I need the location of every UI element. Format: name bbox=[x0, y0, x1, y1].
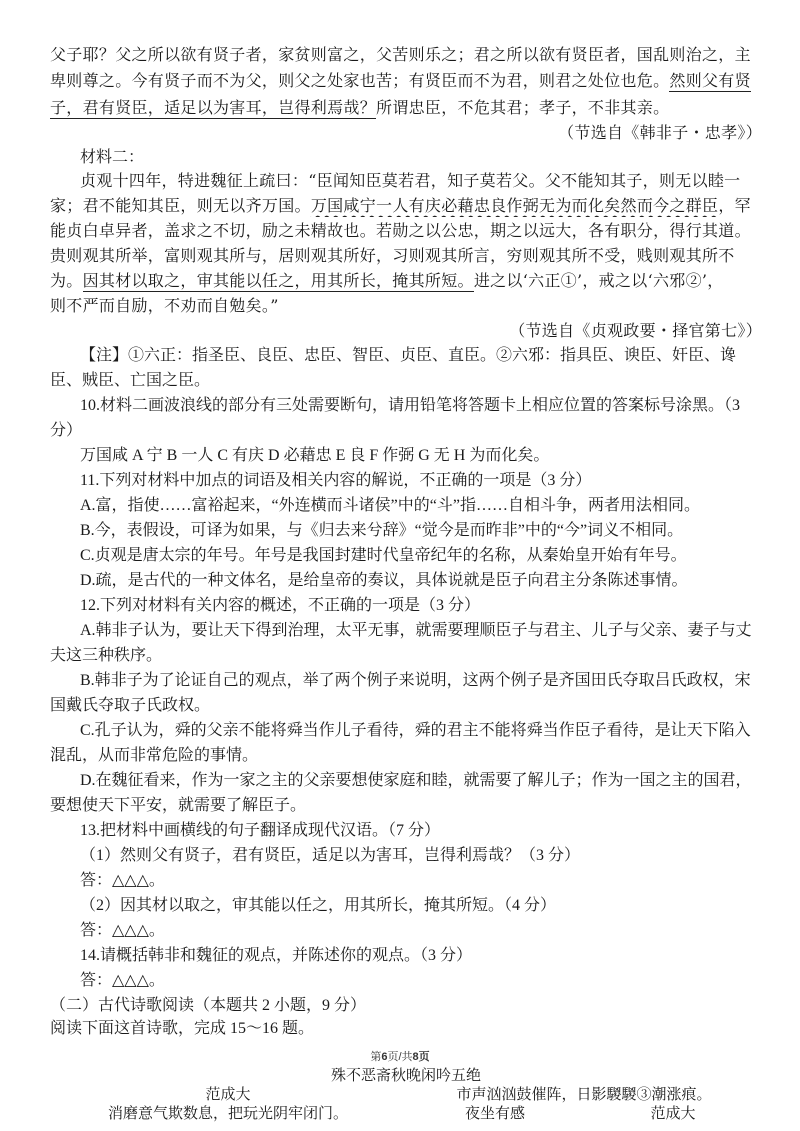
material2-source: （节选自《贞观政要・择官第七》） bbox=[509, 321, 762, 340]
footer-mid: 页/共 bbox=[387, 1051, 413, 1063]
q12-option-a-cont: 夫这三种秩序。 bbox=[50, 647, 163, 664]
q13-answer1: 答：△△△。 bbox=[80, 872, 165, 889]
material1-underlined-sentence-end: 子，君有贤臣，适足以为害耳，岂得利焉哉？ bbox=[50, 98, 377, 117]
q12-option-d: D.在魏征看来，作为一家之主的父亲要想使家庭和睦，就需要了解儿子；作为一国之主的国君， bbox=[80, 772, 752, 789]
note-line2: 臣、贼臣、亡国之臣。 bbox=[50, 372, 211, 389]
footer-page-number: 6 bbox=[381, 1051, 388, 1063]
q12-option-c: C.孔子认为，舜的父亲不能将舜当作儿子看待，舜的君主不能将舜当作臣子看待，是让天下陷入 bbox=[80, 722, 751, 739]
q12-option-c-cont: 混乱，从而非常危险的事情。 bbox=[50, 747, 259, 764]
q10-stem-cont: 分） bbox=[50, 422, 83, 439]
q14-answer: 答：△△△。 bbox=[80, 972, 165, 989]
material2-line1: 贞观十四年，特进魏征上疏曰：“臣闻知臣莫若君，知子莫若父。父不能知其子，则无以睦一 bbox=[80, 171, 741, 190]
q10-options: 万国咸 A 宁 B 一人 C 有庆 D 必藉忠 E 良 F 作弼 G 无 H 为而化矣。 bbox=[80, 447, 550, 464]
q11-option-a: A.富，指使……富裕起来，“外连横而斗诸侯”中的“斗”指……自相斗争，两者用法相同。 bbox=[80, 497, 700, 514]
q12-option-d-cont: 要想使天下平安，就需要了解臣子。 bbox=[50, 797, 307, 814]
section2-title: （二）古代诗歌阅读（本题共 2 小题，9 分） bbox=[50, 997, 367, 1014]
material2-line2 bbox=[50, 195, 762, 217]
material2-wavy-passage: 万国咸宁一人有庆必藉忠良作弼无为而化矣然而今之群臣 bbox=[310, 196, 719, 215]
material2-underlined-sentence: 因其材以取之，审其能以任之，用其所长，掩其所短。 bbox=[82, 271, 474, 290]
material2-line2-b: ，罕 bbox=[718, 196, 751, 215]
material2-line6: 则不严而自励，不劝而自勉矣。” bbox=[50, 296, 279, 315]
material2-line4: 贵则观其所举，富则观其所与，居则观其所好，习则观其所言，穷则观其所不受，贱则观其所不 bbox=[50, 246, 735, 265]
material2-line2-a: 家；君不能知其臣，则无以齐万国。 bbox=[50, 196, 311, 215]
poem1-title: 殊不恶斋秋晚闲吟五绝 bbox=[330, 1066, 481, 1084]
footer-suffix: 页 bbox=[418, 1051, 430, 1063]
page-footer bbox=[0, 1048, 800, 1064]
material2-line3: 能贞白卓异者，盖求之不切，励之未精故也。若勋之以公忠，期之以远大，各有职分，得行其道。 bbox=[50, 221, 751, 240]
material1-line2-text: 卑则尊之。今有贤子而不为父，则父之处家也苦；有贤臣而不为君，则君之处位也危。 bbox=[50, 71, 670, 90]
poem1-block bbox=[50, 1066, 762, 1085]
q12-option-b-cont: 国戴氏夺取子氏政权。 bbox=[50, 697, 211, 714]
poem2-title: 夜坐有感 bbox=[464, 1104, 525, 1122]
material1-source: （节选自《韩非子・忠孝》） bbox=[558, 123, 762, 142]
material1-line3-text: 所谓忠臣，不危其君；孝子，不非其亲。 bbox=[376, 98, 670, 117]
material2-line5-b: 进之以‘六正①’，戒之以‘六邪②’， bbox=[473, 271, 724, 290]
poem2-author: 范成大 bbox=[650, 1104, 696, 1122]
q11-option-b: B.今，表假设，可译为如果，与《归去来兮辞》“觉今是而昨非”中的“今”词义不相同。 bbox=[80, 522, 684, 539]
q12-option-b: B.韩非子为了论证自己的观点，举了两个例子来说明，这两个例子是齐国田氏夺取吕氏政权，宋 bbox=[80, 672, 751, 689]
note-line1: 【注】①六正：指圣臣、良臣、忠臣、智臣、贞臣、直臣。②六邪：指具臣、谀臣、奸臣、谗 bbox=[80, 347, 737, 364]
footer-total-pages: 8 bbox=[412, 1051, 419, 1063]
q11-option-c: C.贞观是唐太宗的年号。年号是我国封建时代皇帝纪年的名称，从秦始皇开始有年号。 bbox=[80, 547, 687, 564]
poem1-line1: 市声汹汹鼓催阵，日影騣騣③潮涨痕。 bbox=[456, 1085, 712, 1103]
material1-line2 bbox=[50, 70, 762, 92]
q13-sub2: （2）因其材以取之，审其能以任之，用其所长，掩其所短。（4 分） bbox=[80, 897, 557, 914]
material1-underlined-sentence-start: 然则父有贤 bbox=[669, 71, 751, 90]
q14-stem: 14.请概括韩非和魏征的观点，并陈述你的观点。（3 分） bbox=[80, 947, 473, 964]
footer-prefix: 第 bbox=[370, 1051, 382, 1063]
section2-intro: 阅读下面这首诗歌，完成 15～16 题。 bbox=[50, 1020, 315, 1037]
material2-line5-a: 为。 bbox=[50, 271, 83, 290]
material2-label: 材料二： bbox=[80, 147, 145, 166]
poem1-line2: 消磨意气欺数息，把玩光阴牢闭门。 bbox=[107, 1104, 348, 1122]
material1-line1: 父子耶？父之所以欲有贤子者，家贫则富之，父苦则乐之；君之所以欲有贤臣者，国乱则治之，主 bbox=[50, 45, 751, 64]
q13-stem: 13.把材料中画横线的句子翻译成现代汉语。（7 分） bbox=[80, 822, 441, 839]
q12-stem: 12.下列对材料有关内容的概述，不正确的一项是（3 分） bbox=[80, 597, 481, 614]
material2-line5 bbox=[50, 270, 762, 292]
poem1-author: 范成大 bbox=[205, 1085, 251, 1103]
q13-answer2: 答：△△△。 bbox=[80, 922, 165, 939]
q11-stem: 11.下列对材料中加点的词语及相关内容的解说，不正确的一项是（3 分） bbox=[80, 472, 592, 489]
q10-stem: 10.材料二画波浪线的部分有三处需要断句，请用铅笔将答题卡上相应位置的答案标号涂黑。（3 bbox=[80, 397, 741, 414]
material1-line3 bbox=[50, 97, 762, 119]
q12-option-a: A.韩非子认为，要让天下得到治理，太平无事，就需要理顺臣子与君主、儿子与父亲、妻子与丈 bbox=[80, 622, 752, 639]
q11-option-d: D.疏，是古代的一种文体名，是给皇帝的奏议，具体说就是臣子向君主分条陈述事情。 bbox=[80, 572, 688, 589]
q13-sub1: （1）然则父有贤子，君有贤臣，适足以为害耳，岂得利焉哉？（3 分） bbox=[80, 847, 581, 864]
